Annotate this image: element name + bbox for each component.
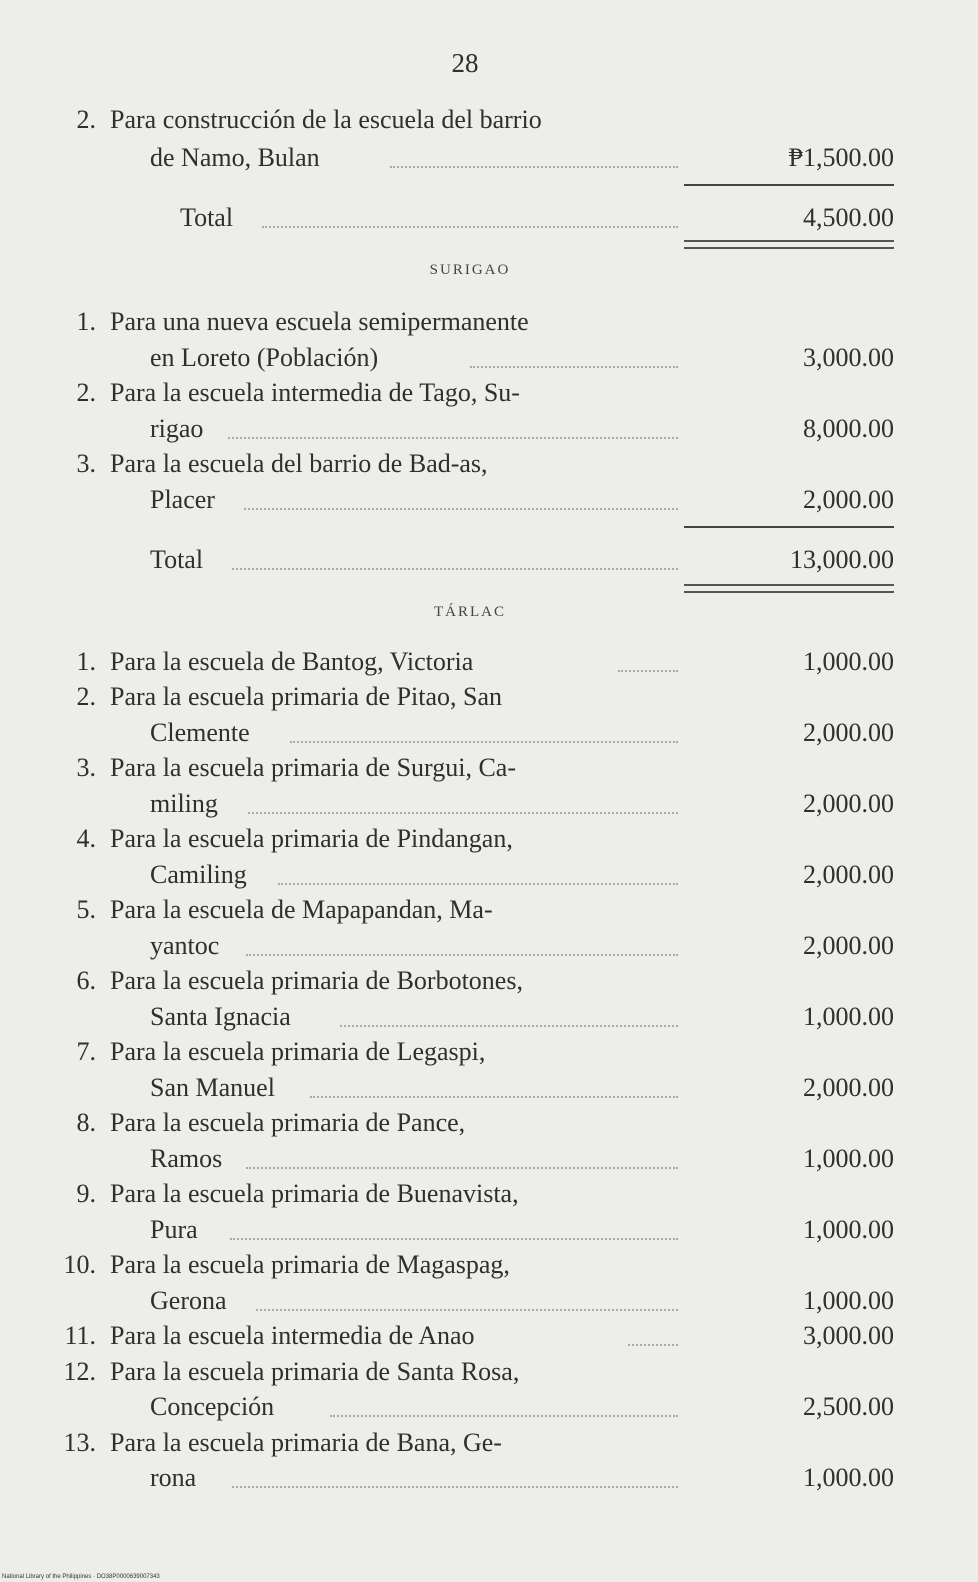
item-number: 3. bbox=[76, 449, 96, 478]
item-description: de Namo, Bulan bbox=[150, 143, 320, 172]
leader-dots bbox=[228, 437, 678, 439]
leader-dots bbox=[230, 1238, 678, 1240]
list-item bbox=[0, 1068, 978, 1108]
item-number: 2. bbox=[76, 682, 96, 711]
item-number: 13. bbox=[63, 1428, 96, 1457]
item-number: 11. bbox=[64, 1321, 96, 1350]
item-description: Para la escuela primaria de Santa Rosa, bbox=[110, 1357, 520, 1386]
item-number: 2. bbox=[76, 378, 96, 407]
total-line bbox=[0, 198, 978, 238]
item-description: Clemente bbox=[150, 718, 250, 747]
list-item bbox=[0, 1174, 978, 1214]
list-item bbox=[0, 409, 978, 449]
item-amount: 2,000.00 bbox=[803, 789, 894, 818]
leader-dots bbox=[340, 1025, 678, 1027]
item-description: Para construcción de la escuela del barrio bbox=[110, 105, 542, 134]
item-amount: 2,000.00 bbox=[803, 718, 894, 747]
section-heading: TÁRLAC bbox=[434, 604, 506, 620]
item-number: 3. bbox=[76, 753, 96, 782]
list-item bbox=[0, 642, 978, 682]
item-amount: 1,000.00 bbox=[803, 1286, 894, 1315]
item-description: Para la escuela primaria de Bana, Ge- bbox=[110, 1428, 502, 1457]
item-number: 5. bbox=[76, 895, 96, 924]
item-description: rigao bbox=[150, 414, 204, 443]
list-item bbox=[0, 1316, 978, 1356]
item-amount: 2,000.00 bbox=[803, 485, 894, 514]
list-item bbox=[0, 1423, 978, 1463]
list-item bbox=[0, 961, 978, 1001]
leader-dots bbox=[248, 812, 678, 814]
leader-dots bbox=[232, 568, 678, 570]
item-description: Para la escuela primaria de Pitao, San bbox=[110, 682, 503, 711]
list-item bbox=[0, 819, 978, 859]
item-amount: 2,000.00 bbox=[803, 860, 894, 889]
item-description: Ramos bbox=[150, 1144, 223, 1173]
item-description: rona bbox=[150, 1463, 197, 1492]
item-description: Para la escuela primaria de Legaspi, bbox=[110, 1037, 486, 1066]
leader-dots bbox=[470, 366, 678, 368]
item-description: Para la escuela de Mapapandan, Ma- bbox=[110, 895, 493, 924]
item-amount: 3,000.00 bbox=[803, 343, 894, 372]
list-item bbox=[0, 1103, 978, 1143]
list-item bbox=[0, 480, 978, 520]
leader-dots bbox=[246, 954, 678, 956]
total-double-rule bbox=[684, 240, 894, 249]
list-item bbox=[0, 338, 978, 378]
list-item bbox=[0, 1458, 978, 1498]
list-item bbox=[0, 444, 978, 484]
list-item bbox=[0, 855, 978, 895]
item-number: 8. bbox=[76, 1108, 96, 1137]
list-item bbox=[0, 1281, 978, 1321]
item-description: Para una nueva escuela semipermanente bbox=[110, 307, 529, 336]
leader-dots bbox=[310, 1096, 678, 1098]
item-amount: 2,500.00 bbox=[803, 1392, 894, 1421]
item-number: 1. bbox=[76, 647, 96, 676]
item-number: 12. bbox=[63, 1357, 96, 1386]
leader-dots bbox=[246, 1167, 678, 1169]
item-amount: 1,000.00 bbox=[803, 647, 894, 676]
list-item bbox=[0, 100, 978, 140]
page-number: 28 bbox=[451, 48, 479, 78]
item-description: Para la escuela intermedia de Tago, Su- bbox=[110, 378, 520, 407]
leader-dots bbox=[232, 1486, 678, 1488]
item-description: Para la escuela primaria de Surgui, Ca- bbox=[110, 753, 516, 782]
item-amount: 1,000.00 bbox=[803, 1215, 894, 1244]
item-description: yantoc bbox=[150, 931, 220, 960]
item-number: 1. bbox=[76, 307, 96, 336]
scan-footer: National Library of the Philippines · DO38P0000639007343 bbox=[2, 1574, 160, 1580]
list-item bbox=[0, 784, 978, 824]
item-number: 2. bbox=[76, 105, 96, 134]
total-amount: 4,500.00 bbox=[803, 203, 894, 232]
total-label: Total bbox=[150, 545, 204, 574]
item-amount: 1,000.00 bbox=[803, 1463, 894, 1492]
subtotal-rule bbox=[684, 526, 894, 528]
item-number: 4. bbox=[76, 824, 96, 853]
item-description: Gerona bbox=[150, 1286, 227, 1315]
item-description: miling bbox=[150, 789, 218, 818]
list-item bbox=[0, 1032, 978, 1072]
leader-dots bbox=[262, 226, 678, 228]
item-description: Para la escuela primaria de Pindangan, bbox=[110, 824, 513, 853]
item-description: Camiling bbox=[150, 860, 247, 889]
list-item bbox=[0, 997, 978, 1037]
list-item bbox=[0, 677, 978, 717]
list-item bbox=[0, 1352, 978, 1392]
item-amount: 3,000.00 bbox=[803, 1321, 894, 1350]
item-description: Pura bbox=[150, 1215, 198, 1244]
leader-dots bbox=[256, 1309, 678, 1311]
total-label: Total bbox=[180, 203, 234, 232]
list-item bbox=[0, 713, 978, 753]
item-description: Concepción bbox=[150, 1392, 275, 1421]
item-amount: 8,000.00 bbox=[803, 414, 894, 443]
item-number: 9. bbox=[76, 1179, 96, 1208]
item-number: 6. bbox=[76, 966, 96, 995]
item-description: Para la escuela primaria de Pance, bbox=[110, 1108, 466, 1137]
leader-dots bbox=[628, 1344, 678, 1346]
item-number: 7. bbox=[76, 1037, 96, 1066]
list-item bbox=[0, 302, 978, 342]
leader-dots bbox=[330, 1415, 678, 1417]
item-description: Para la escuela primaria de Borbotones, bbox=[110, 966, 523, 995]
total-line bbox=[0, 540, 978, 580]
leader-dots bbox=[244, 508, 678, 510]
item-amount: 1,000.00 bbox=[803, 1144, 894, 1173]
item-description: Para la escuela de Bantog, Victoria bbox=[110, 647, 474, 676]
item-description: Para la escuela del barrio de Bad-as, bbox=[110, 449, 488, 478]
list-item bbox=[0, 926, 978, 966]
list-item bbox=[0, 138, 978, 178]
list-item bbox=[0, 1387, 978, 1427]
item-amount: 2,000.00 bbox=[803, 931, 894, 960]
list-item bbox=[0, 1245, 978, 1285]
list-item bbox=[0, 1139, 978, 1179]
item-description: Para la escuela primaria de Magaspag, bbox=[110, 1250, 510, 1279]
list-item bbox=[0, 890, 978, 930]
leader-dots bbox=[618, 670, 678, 672]
total-double-rule bbox=[684, 584, 894, 593]
list-item bbox=[0, 748, 978, 788]
item-description: en Loreto (Población) bbox=[150, 343, 379, 372]
list-item bbox=[0, 1210, 978, 1250]
item-description: San Manuel bbox=[150, 1073, 275, 1102]
item-description: Santa Ignacia bbox=[150, 1002, 291, 1031]
item-amount: ₱1,500.00 bbox=[788, 143, 894, 172]
item-number: 10. bbox=[63, 1250, 96, 1279]
item-amount: 2,000.00 bbox=[803, 1073, 894, 1102]
item-amount: 1,000.00 bbox=[803, 1002, 894, 1031]
list-item bbox=[0, 373, 978, 413]
leader-dots bbox=[278, 883, 678, 885]
leader-dots bbox=[290, 741, 678, 743]
item-description: Para la escuela intermedia de Anao bbox=[110, 1321, 475, 1350]
item-description: Placer bbox=[150, 485, 215, 514]
subtotal-rule bbox=[684, 184, 894, 186]
total-amount: 13,000.00 bbox=[790, 545, 894, 574]
section-heading: SURIGAO bbox=[429, 262, 511, 278]
leader-dots bbox=[390, 166, 678, 168]
item-description: Para la escuela primaria de Buenavista, bbox=[110, 1179, 519, 1208]
